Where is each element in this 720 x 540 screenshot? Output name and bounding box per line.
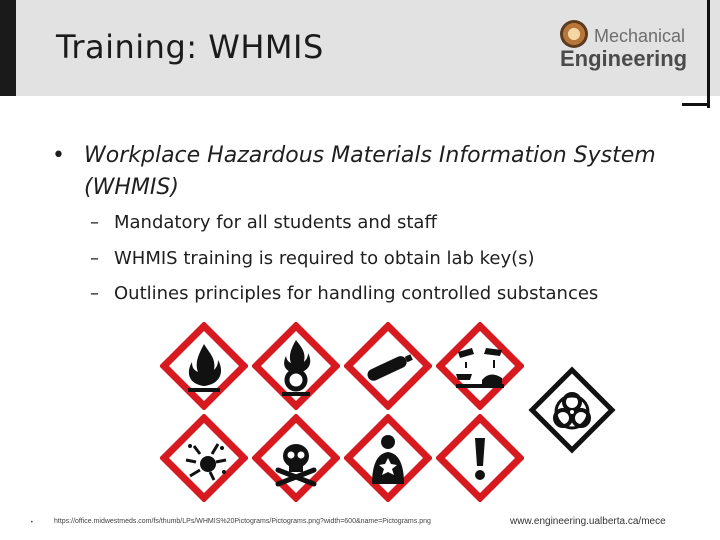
sub-bullet (90, 212, 437, 233)
sub-bullet-text: Outlines principles for handling controlled substances (114, 283, 599, 304)
gas-cylinder-icon (344, 322, 432, 410)
main-bullet-text: Workplace Hazardous Materials Information System (WHMIS) (84, 143, 656, 200)
main-bullet (52, 140, 702, 204)
footer-bullet-dot: • (30, 519, 34, 526)
corner-bracket-horizontal (682, 103, 710, 106)
sub-bullet-text: Mandatory for all students and staff (114, 212, 437, 233)
logo-line-1: Mechanical (594, 26, 686, 46)
logo-line-2: Engineering (560, 46, 688, 71)
dash-marker: – (90, 283, 99, 304)
skull-crossbones-icon (252, 414, 340, 502)
university-seal-icon (560, 20, 588, 48)
flame-over-circle-icon (252, 322, 340, 410)
bullet-dot: • (52, 143, 65, 168)
biohazard-icon (528, 366, 616, 454)
website-link[interactable]: www.engineering.ualberta.ca/mece (510, 516, 666, 527)
exploding-bomb-icon (160, 414, 248, 502)
page-title: Training: WHMIS (56, 28, 324, 66)
sub-bullet-text: WHMIS training is required to obtain lab key(s) (114, 248, 535, 269)
sub-bullet (90, 283, 598, 304)
mechanical-engineering-logo (560, 18, 700, 72)
health-hazard-icon (344, 414, 432, 502)
flame-icon (160, 322, 248, 410)
dash-marker: – (90, 248, 99, 269)
exclamation-mark-icon (436, 414, 524, 502)
corrosion-icon (436, 322, 524, 410)
header-accent-bar (0, 0, 16, 96)
corner-bracket-vertical (707, 0, 710, 108)
dash-marker: – (90, 212, 99, 233)
image-source-link[interactable]: https://office.midwestmeds.com/fs/thumb/LPs/WHMIS%20Pictograms/Pictograms.png?width=600&name=Pictograms.png (54, 518, 431, 525)
sub-bullet (90, 248, 535, 269)
